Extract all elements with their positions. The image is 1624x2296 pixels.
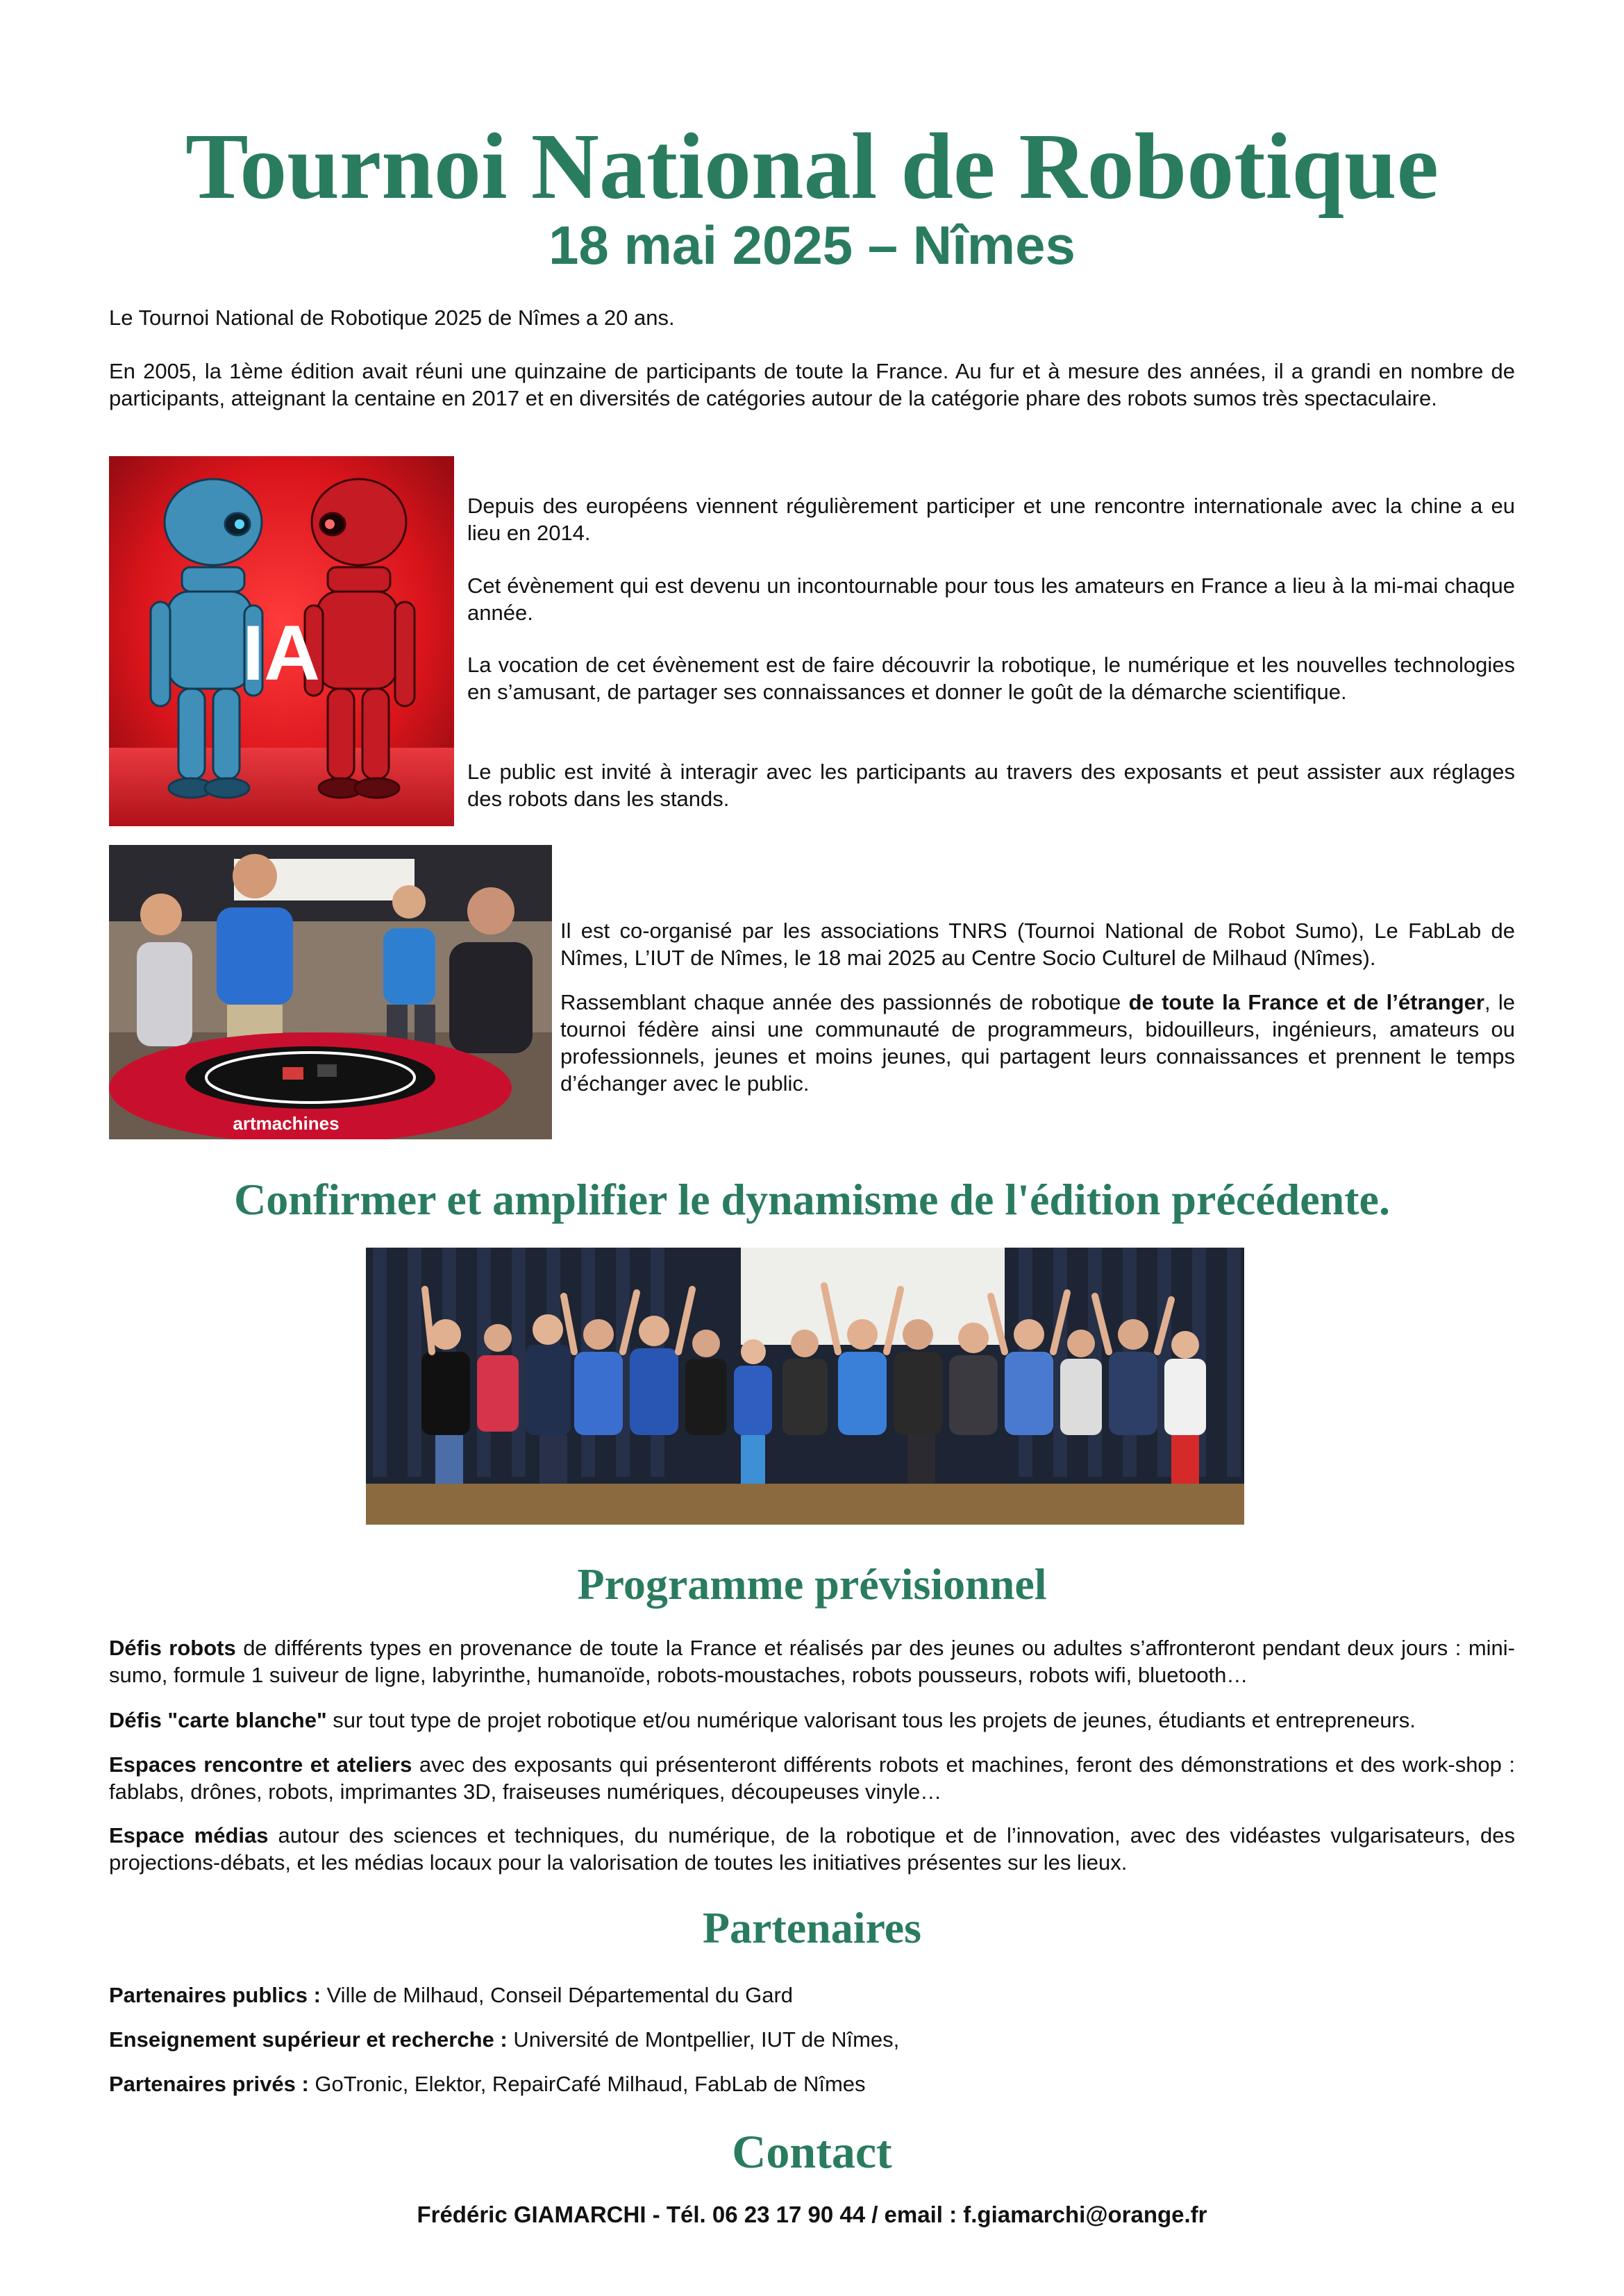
intro-paragraph-2: En 2005, la 1ème édition avait réuni une quinzaine de participants de toute la France. Au fur et à mesure des années, il a grandi en nombre de participants, atteignant la centaine en 2017 et en diversités de catégories autour de la catégorie phare des robots sumos très spectaculaire. [109,359,1515,410]
block1-paragraph-1: Depuis des européens viennent régulièrement participer et une rencontre internationale avec la chine a eu lieu en 2014. [467,494,1515,545]
contact-line: Frédéric GIAMARCHI - Tél. 06 23 17 90 44 / email : f.giamarchi@orange.fr [417,2202,1207,2227]
group-photo [366,1248,1244,1525]
partner-line: Enseignement supérieur et recherche : Université de Montpellier, IUT de Nîmes, [109,2027,900,2052]
intro-paragraph-1: Le Tournoi National de Robotique 2025 de Nîmes a 20 ans. [109,305,675,330]
programme-item: Espaces rencontre et ateliers avec des exposants qui présenteront différents robots et machines, feront des démonstrations et des work-shop : fablabs, drônes, robots, imprimantes 3D, fraiseuses numériques, découpeuses vinyle… [109,1752,1515,1804]
block2-paragraph-2: Rassemblant chaque année des passionnés de robotique de toute la France et de l’étranger, le tournoi fédère ainsi une communauté de programmeurs, bidouilleurs, ingénieurs, amateurs ou professionnels, jeunes et moins jeunes, qui partagent leurs connaissances et prennent le temps d’échanger avec le public. [560,990,1515,1096]
block1-paragraph-4: Le public est invité à interagir avec les participants au travers des exposants et peut assister aux réglages des robots dans les stands. [467,760,1515,811]
partner-line: Partenaires publics : Ville de Milhaud, Conseil Départemental du Gard [109,1983,794,2007]
contact-title: Contact [732,2125,892,2178]
programme-item: Espace médias autour des sciences et techniques, du numérique, de la robotique et de l’innovation, avec des vidéastes vulgarisateurs, des projections-débats, et les médias locaux pour la valorisation de toutes les initiatives présentes sur les lieux. [109,1823,1515,1875]
arena-logo: artmachines [233,1113,340,1134]
programme-item: Défis "carte blanche" sur tout type de projet robotique et/ou numérique valorisant tous les projets de jeunes, étudiants et entrepreneurs. [109,1708,1416,1732]
sumo-arena-photo [109,845,552,1139]
ia-robots-image [109,456,454,826]
partner-line: Partenaires privés : GoTronic, Elektor, RepairCafé Milhaud, FabLab de Nîmes [109,2072,866,2096]
block2-paragraph-1: Il est co-organisé par les associations TNRS (Tournoi National de Robot Sumo), Le FabLab de Nîmes, L’IUT de Nîmes, le 18 mai 2025 au Centre Socio Culturel de Milhaud (Nîmes). [560,919,1515,970]
partenaires-title: Partenaires [702,1903,922,1952]
page-title: Tournoi National de Robotique [185,115,1439,219]
page-subtitle: 18 mai 2025 – Nîmes [549,215,1075,276]
block1-paragraph-2: Cet évènement qui est devenu un incontournable pour tous les amateurs en France a lieu à la mi-mai chaque année. [467,573,1515,625]
block1-paragraph-3: La vocation de cet évènement est de faire découvrir la robotique, le numérique et les nouvelles technologies en s’amusant, de partager ses connaissances et donner le goût de la démarche scientifique. [467,653,1515,704]
programme-title: Programme prévisionnel [577,1559,1047,1609]
ia-label: IA [242,610,320,696]
section-confirm-title: Confirmer et amplifier le dynamisme de l'édition précédente. [234,1175,1390,1224]
programme-item: Défis robots de différents types en provenance de toute la France et réalisés par des jeunes ou adultes s’affronteront pendant deux jours : mini-sumo, formule 1 suiveur de ligne, labyrinthe, humanoïde, robots-moustaches, robots pousseurs, robots wifi, bluetooth… [109,1636,1516,1687]
